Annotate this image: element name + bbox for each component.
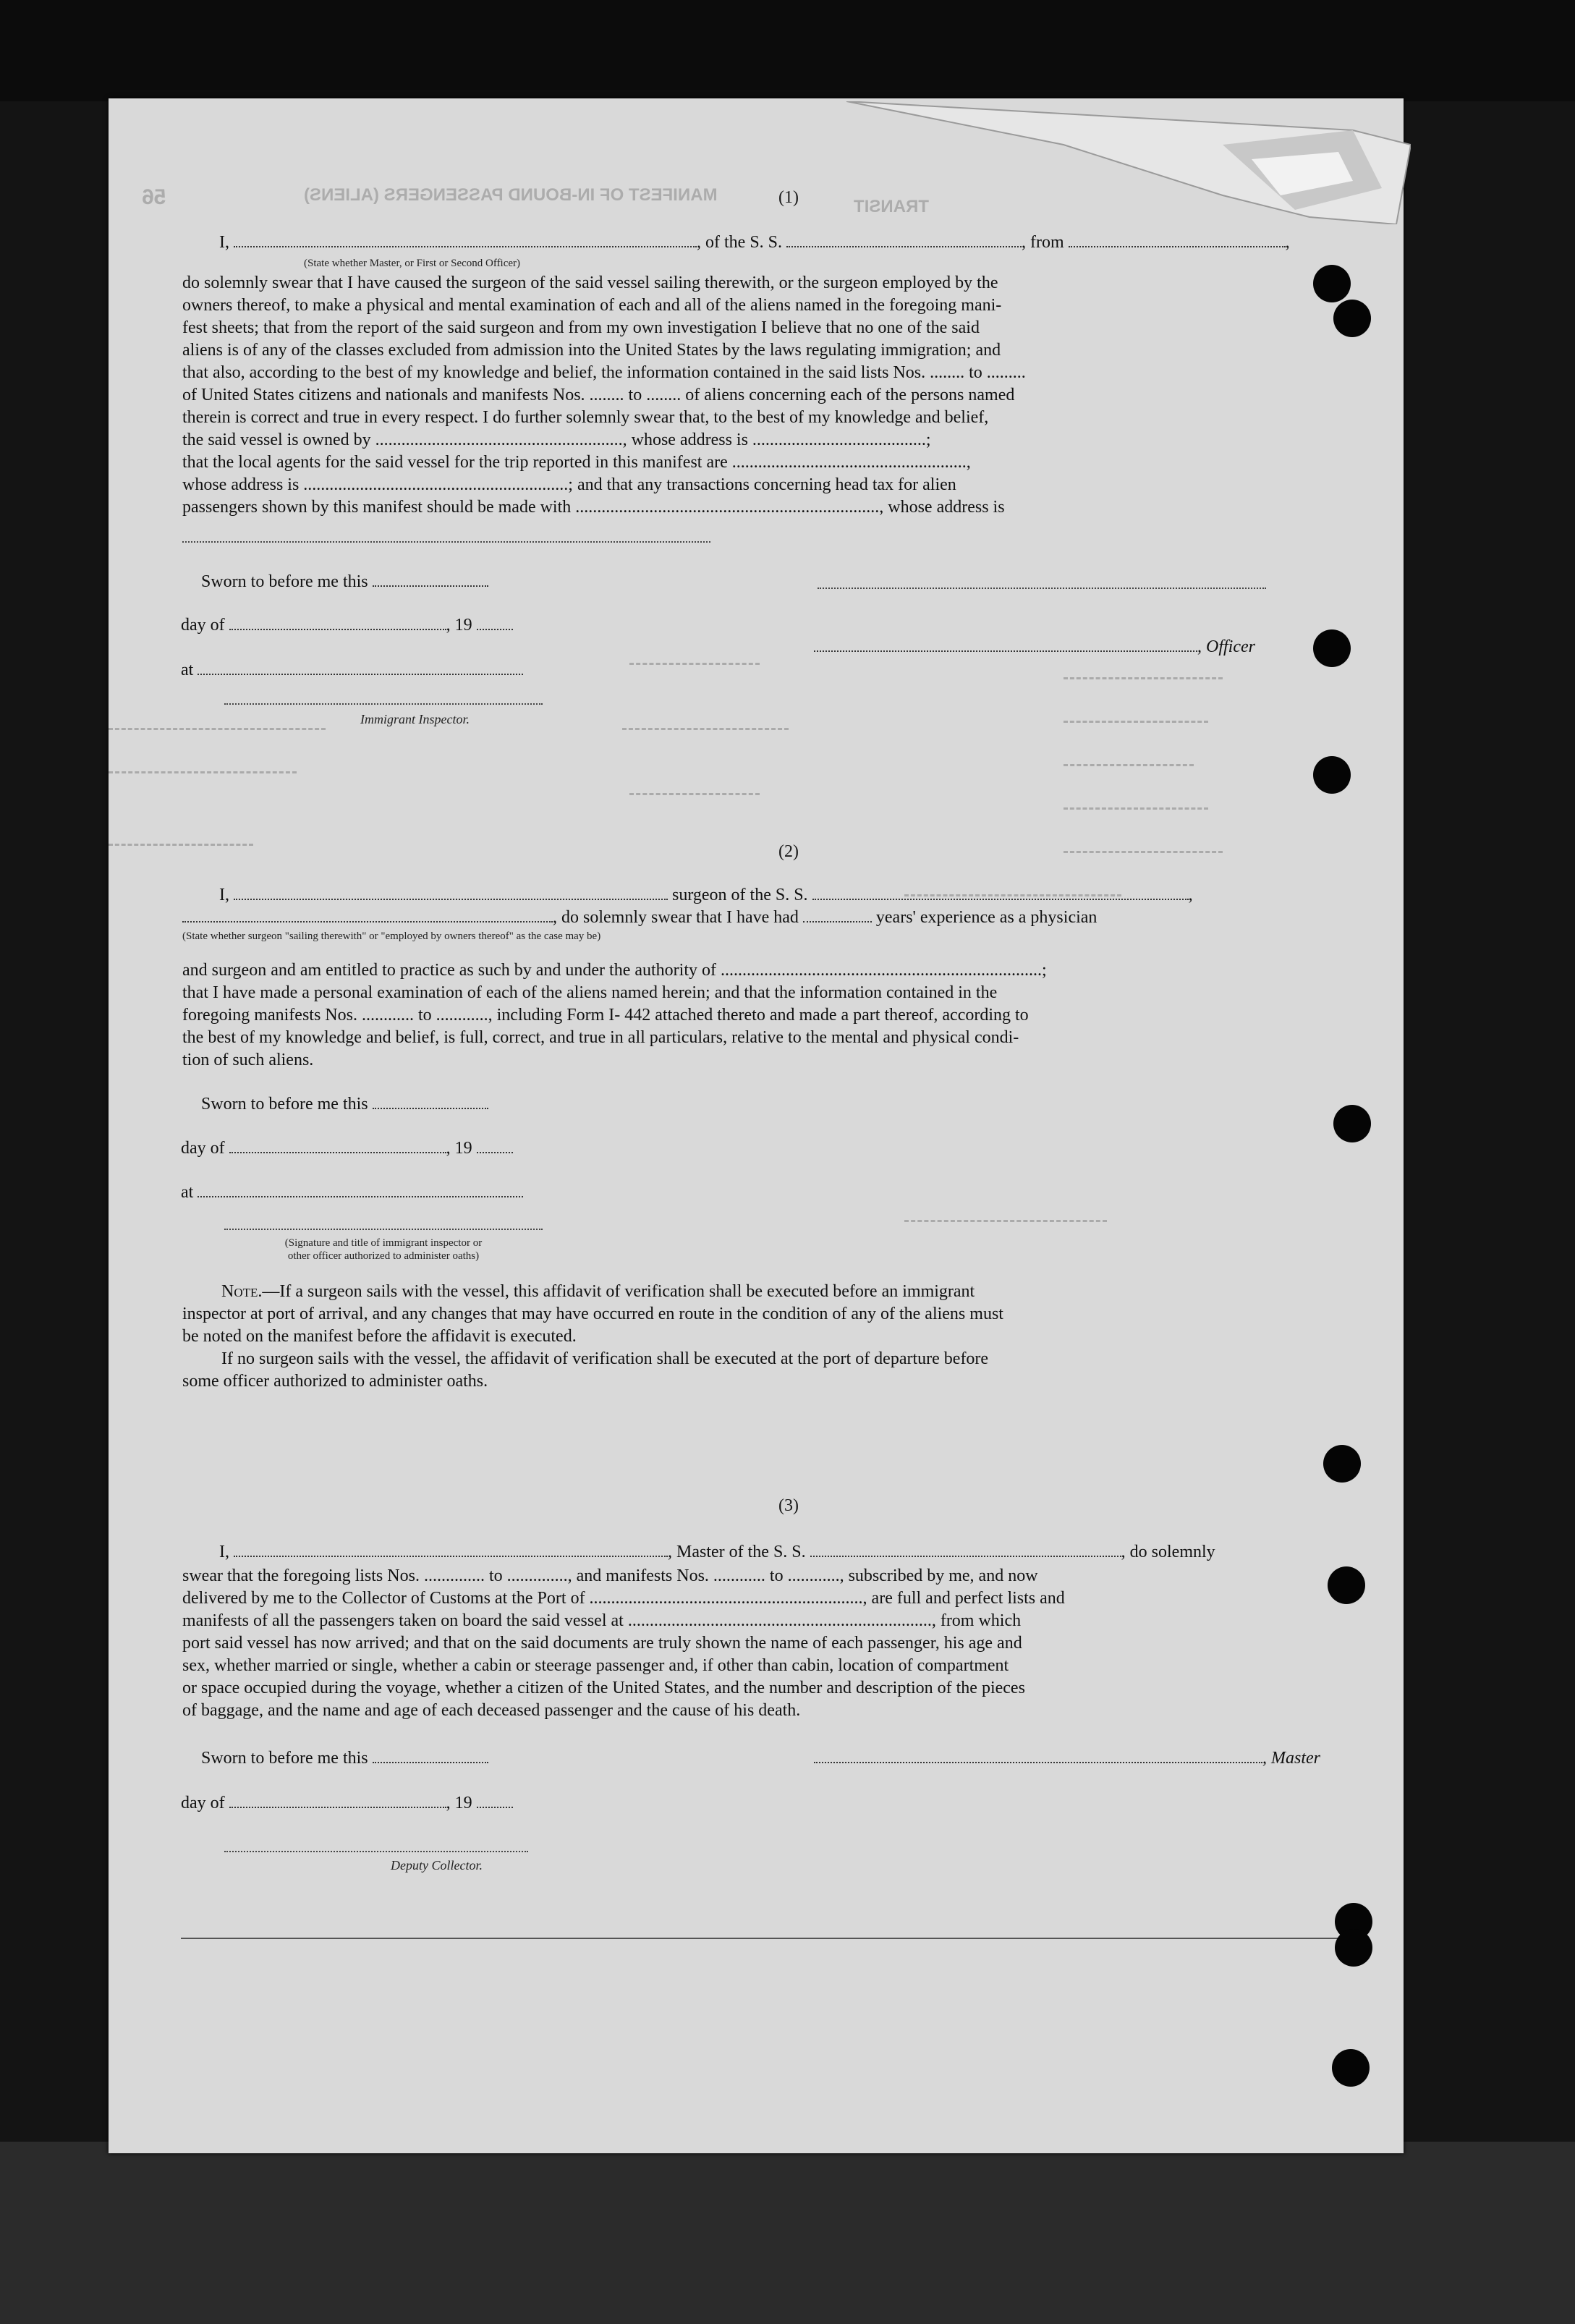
deputy-collector-label: Deputy Collector. <box>391 1858 483 1873</box>
note-line: inspector at port of arrival, and any changes that may have occurred en route in the condition of any of the aliens must <box>182 1305 1003 1323</box>
bleed-through-transit: TRANSIT <box>854 197 929 216</box>
master-signature-field <box>814 1749 1262 1763</box>
paragraph-line: that the local agents for the said vessel for the trip reported in this manifest are ......................................................, <box>182 453 971 472</box>
section-3-oath-paragraph <box>182 1565 1376 1722</box>
at-field <box>198 1183 523 1197</box>
section-1-oath-paragraph <box>182 272 1376 519</box>
officer-signature-line-upper <box>818 588 1266 589</box>
master-label: , Master <box>1262 1749 1320 1768</box>
years-field <box>803 908 872 923</box>
officer-label: , Officer <box>1197 637 1255 656</box>
section-2-experience-line <box>182 908 1097 928</box>
day-field <box>229 1794 446 1808</box>
punch-hole <box>1313 629 1351 667</box>
bleed-through-mark <box>109 728 326 730</box>
section-1-number: (1) <box>778 188 799 207</box>
paragraph-line: tion of such aliens. <box>182 1051 314 1069</box>
officer-signature <box>814 637 1255 657</box>
section-1-at-line <box>181 661 523 680</box>
bleed-through-mark <box>622 728 789 730</box>
note-line: some officer authorized to administer oaths. <box>182 1372 488 1391</box>
caption-state-whether-master: (State whether Master, or First or Second Officer) <box>304 258 521 269</box>
day-of-label: day of <box>181 1139 225 1158</box>
surgeon-vessel-field <box>812 886 1189 900</box>
section-2-i: I, <box>219 886 229 904</box>
from-label: , from <box>1022 233 1064 252</box>
section-3-day-line <box>181 1794 513 1813</box>
sworn-label: Sworn to before me this <box>201 1095 368 1114</box>
punch-hole <box>1333 300 1371 337</box>
bleed-through-mark <box>629 793 760 795</box>
section-1-i: I, <box>219 233 229 252</box>
signature-caption-2: other officer authorized to administer oaths) <box>287 1250 480 1262</box>
paragraph-line: and surgeon and am entitled to practice as such by and under the authority of ..........................................................................; <box>182 961 1047 980</box>
from-port-field <box>1069 233 1286 247</box>
master-vessel-field <box>810 1543 1121 1557</box>
master-signature <box>814 1749 1320 1768</box>
paragraph-line: of baggage, and the name and age of each deceased passenger and the cause of his death. <box>182 1701 801 1720</box>
surgeon-status-field <box>182 908 553 923</box>
swear-label: , do solemnly swear that I have had <box>553 908 799 927</box>
note-text: —If a surgeon sails with the vessel, this affidavit of verification shall be executed before an immigrant <box>262 1282 975 1301</box>
paragraph-line: that I have made a personal examination of each of the aliens named herein; and that the information contained in the <box>182 983 998 1002</box>
master-of-ss-label: , Master of the S. S. <box>668 1543 806 1561</box>
immigrant-inspector-label: Immigrant Inspector. <box>360 712 470 726</box>
section-2-sworn-line <box>201 1095 488 1114</box>
paragraph-line: delivered by me to the Collector of Customs at the Port of ..............................................................., are full and perfect lists and <box>182 1589 1065 1608</box>
scan-background-top <box>0 0 1575 101</box>
paragraph-line: owners thereof, to make a physical and mental examination of each and all of the aliens named in the foregoing mani- <box>182 296 1002 315</box>
inspector-signature-line <box>224 703 543 705</box>
year-field <box>477 616 513 630</box>
officer-name-field <box>234 233 697 247</box>
paragraph-line: sex, whether married or single, whether a cabin or steerage passenger and, if other than cabin, location of compartment <box>182 1656 1009 1675</box>
surgeon-of-ss-label: surgeon of the S. S. <box>672 886 808 904</box>
section-2-at-line <box>181 1183 523 1203</box>
note-line <box>182 1281 1376 1303</box>
punch-hole <box>1328 1566 1365 1604</box>
paragraph-line: that also, according to the best of my knowledge and belief, the information contained in the said lists Nos. ........ to ......... <box>182 363 1026 382</box>
address-continuation-line <box>182 541 710 543</box>
paragraph-line: fest sheets; that from the report of the said surgeon and from my own investigation I believe that no one of the said <box>182 318 980 337</box>
paragraph-line: passengers shown by this manifest should be made with ......................................................................, whose address is <box>182 498 1005 517</box>
bleed-through-mark <box>1064 677 1223 679</box>
sworn-label: Sworn to before me this <box>201 1749 368 1768</box>
paragraph-line: foregoing manifests Nos. ............ to ............, including Form I- 442 attached thereto and made a part thereof, according to <box>182 1006 1029 1025</box>
sworn-date-field <box>373 572 488 587</box>
bleed-through-mark <box>629 663 760 665</box>
section-2-note <box>182 1281 1376 1393</box>
folded-corner <box>846 101 1411 224</box>
punch-hole <box>1313 756 1351 794</box>
section-3-sworn-line <box>201 1749 488 1768</box>
year-label: , 19 <box>446 1139 472 1158</box>
vessel-name-field <box>786 233 1022 247</box>
bleed-through-mark <box>1064 721 1208 723</box>
bleed-through-header: MANIFEST OF IN-BOUND PASSENGERS (ALIENS) <box>304 185 718 205</box>
section-2-day-line <box>181 1139 513 1158</box>
signature-caption-1: (Signature and title of immigrant inspector or <box>284 1237 483 1249</box>
at-field <box>198 661 523 675</box>
note-label: Note. <box>221 1282 263 1301</box>
paragraph-line: of United States citizens and nationals and manifests Nos. ........ to ........ of aliens concerning each of the persons named <box>182 386 1015 404</box>
paragraph-line: do solemnly swear that I have caused the surgeon of the said vessel sailing therewith, or the surgeon employed by the <box>182 273 998 292</box>
bleed-through-mark <box>109 844 253 846</box>
surgeon-name-field <box>234 886 668 900</box>
section-3-master-line <box>219 1543 1215 1562</box>
of-ss-label: , of the S. S. <box>697 233 783 252</box>
year-field <box>477 1139 513 1153</box>
note-line: be noted on the manifest before the affidavit is executed. <box>182 1327 577 1346</box>
section-1-oath-line: I, , of the S. S. , from , <box>219 233 1290 252</box>
years-experience-label: years' experience as a physician <box>875 908 1098 927</box>
manifest-page <box>109 98 1404 2153</box>
bleed-through-page-number: 56 <box>142 185 166 209</box>
note-line: If no surgeon sails with the vessel, the affidavit of verification shall be executed at the port of departure before <box>221 1349 989 1368</box>
punch-hole <box>1323 1445 1361 1483</box>
sworn-date-field <box>373 1749 488 1763</box>
section-1-day-line <box>181 616 513 635</box>
section-2-oath-paragraph <box>182 959 1376 1072</box>
bleed-through-mark <box>904 1220 1107 1222</box>
paragraph-line: the said vessel is owned by ........................................................., whose address is ........................................; <box>182 431 931 449</box>
caption-state-whether-surgeon: (State whether surgeon "sailing therewith" or "employed by owners thereof" as the case may be) <box>182 930 601 942</box>
punch-hole <box>1333 1105 1371 1142</box>
year-field <box>477 1794 513 1808</box>
section-2-number: (2) <box>778 842 799 861</box>
day-field <box>229 616 446 630</box>
paragraph-line: swear that the foregoing lists Nos. .............. to .............., and manifests Nos. ............ to ............, subscribed by me, and now <box>182 1566 1038 1585</box>
punch-hole <box>1335 1929 1372 1967</box>
section-3-number: (3) <box>778 1496 799 1515</box>
bleed-through-mark <box>109 771 297 773</box>
paragraph-line: the best of my knowledge and belief, is full, correct, and true in all particulars, relative to the mental and physical condi- <box>182 1028 1019 1047</box>
bottom-rule <box>181 1938 1338 1939</box>
deputy-collector-signature-line <box>224 1851 528 1852</box>
officer-signature-field <box>814 637 1197 652</box>
master-name-field <box>234 1543 668 1557</box>
solemnly-label: , do solemnly <box>1121 1543 1215 1561</box>
paragraph-line: manifests of all the passengers taken on board the said vessel at ......................................................................, from which <box>182 1611 1022 1630</box>
at-label: at <box>181 661 194 679</box>
section-2-surgeon-line: I, surgeon of the S. S. , <box>219 886 1193 904</box>
at-label: at <box>181 1183 194 1202</box>
sworn-date-field <box>373 1095 488 1109</box>
signature-line <box>224 1229 543 1230</box>
section-1-sworn-line <box>201 572 488 592</box>
punch-hole <box>1313 265 1351 302</box>
bleed-through-mark <box>1064 807 1208 810</box>
section-3-i: I, <box>219 1543 229 1561</box>
year-label: , 19 <box>446 1794 472 1812</box>
paragraph-line: aliens is of any of the classes excluded from admission into the United States by the laws regulating immigration; and <box>182 341 1001 360</box>
paragraph-line: therein is correct and true in every respect. I do further solemnly swear that, to the best of my knowledge and belief, <box>182 408 989 427</box>
year-label: , 19 <box>446 616 472 635</box>
day-field <box>229 1139 446 1153</box>
sworn-label: Sworn to before me this <box>201 572 368 591</box>
bleed-through-mark <box>1064 764 1194 766</box>
paragraph-line: port said vessel has now arrived; and that on the said documents are truly shown the name of each passenger, his age and <box>182 1634 1022 1653</box>
day-of-label: day of <box>181 616 225 635</box>
paragraph-line: whose address is .............................................................; and that any transactions concerning head tax for alien <box>182 475 956 494</box>
day-of-label: day of <box>181 1794 225 1812</box>
scan-background-bottom <box>0 2142 1575 2324</box>
bleed-through-mark <box>1064 851 1223 853</box>
paragraph-line: or space occupied during the voyage, whether a citizen of the United States, and the number and description of the pieces <box>182 1679 1025 1697</box>
punch-hole <box>1332 2049 1370 2087</box>
